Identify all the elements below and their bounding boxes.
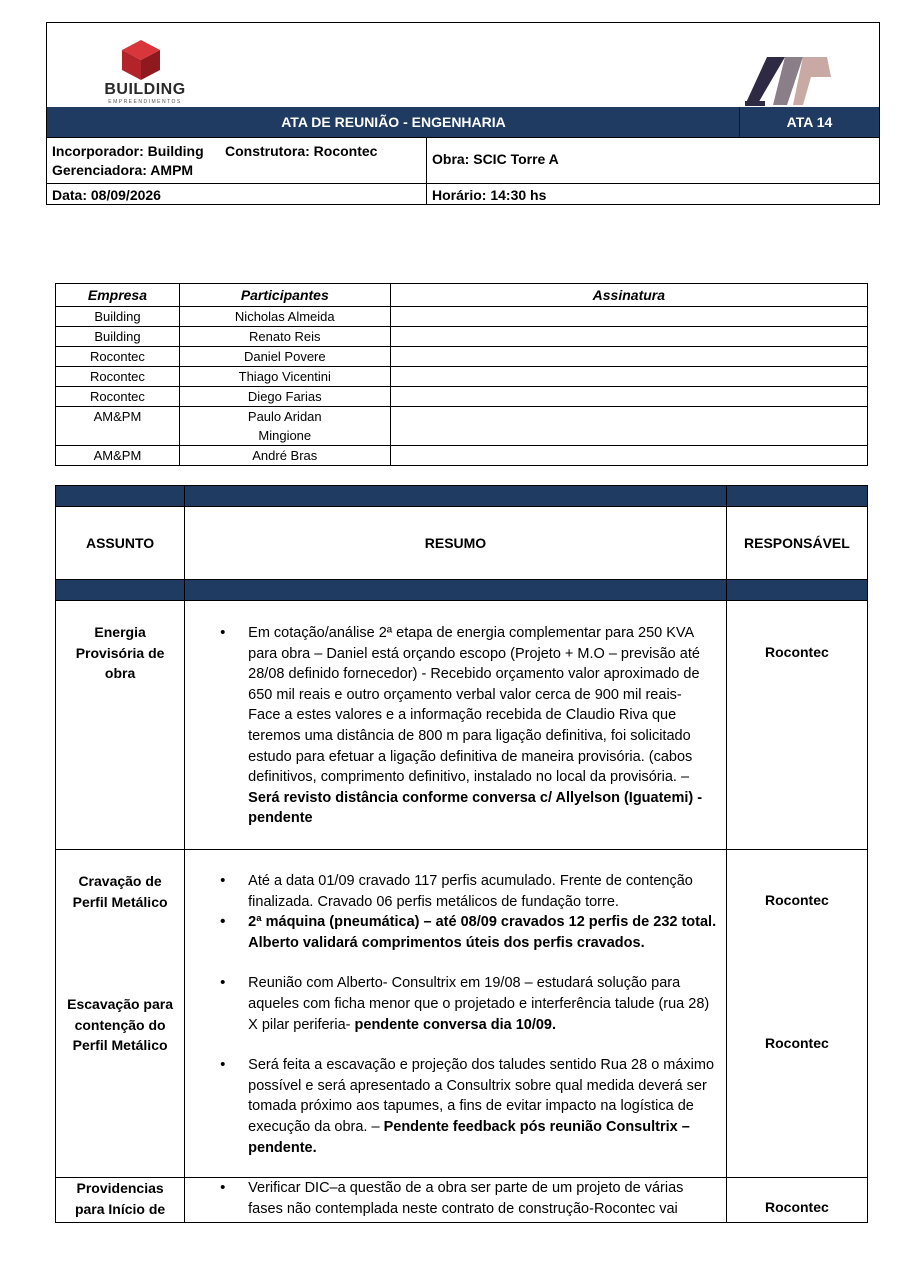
header-divider <box>426 137 427 205</box>
signature-cell <box>390 387 867 407</box>
col-header-responsavel: RESPONSÁVEL <box>726 507 867 580</box>
empresa-cell: Rocontec <box>56 367 180 387</box>
cube-logo-icon <box>122 40 160 80</box>
list-item: • Será feita a escavação e projeção dos taludes sentido Rua 28 o máximo possível e será apresentado a Consultrix sobre qual medida deverá ser tomada próximo aos tapumes, a fins de evitar impacto na logística de execução da obra. – Pendente feedback pós reunião Consultrix – pendente. <box>248 1055 726 1158</box>
responsible-cell <box>726 601 867 850</box>
responsible-cell <box>726 1178 867 1223</box>
table-row <box>56 446 868 466</box>
subject-cell <box>56 1178 185 1223</box>
participant-cell: André Bras <box>179 446 390 466</box>
empresa-cell: AM&PM <box>56 407 180 446</box>
col-header-empresa: Empresa <box>56 284 180 307</box>
signature-cell <box>390 307 867 327</box>
table-row <box>56 387 868 407</box>
document-title: ATA DE REUNIÃO - ENGENHARIA <box>281 114 506 130</box>
list-item: • Até a data 01/09 cravado 117 perfis acumulado. Frente de contenção finalizada. Cravado 06 perfis metálicos de fundação torre. <box>248 871 726 912</box>
table-row <box>56 327 868 347</box>
gerenciadora-field: Gerenciadora: AMPM <box>52 162 194 178</box>
header-band <box>56 486 868 507</box>
incorporador-field: Incorporador: Building <box>52 143 204 159</box>
subject-cravacao: Cravação de Perfil Metálico <box>72 873 168 910</box>
table-row <box>56 601 868 850</box>
col-header-assunto: ASSUNTO <box>56 507 185 580</box>
date-field: Data: 08/09/2026 <box>52 187 161 203</box>
summary-list <box>185 850 726 1158</box>
summary-list <box>185 1178 726 1219</box>
participant-cell <box>179 407 390 446</box>
time-field: Horário: 14:30 hs <box>432 187 547 203</box>
responsible-providencias: Rocontec <box>765 1199 829 1215</box>
list-item: • 2ª máquina (pneumática) – até 08/09 cravados 12 perfis de 232 total. Alberto validará comprimentos úteis dos perfis cravados. <box>248 912 726 953</box>
header-rule <box>47 183 880 184</box>
participant-name-line: Mingione <box>258 428 312 443</box>
subject-providencias: Providencias para Início de <box>74 1180 166 1217</box>
summary-cell <box>185 850 727 1178</box>
empresa-cell: Building <box>56 327 180 347</box>
partner-logo-icon <box>745 55 835 107</box>
signature-cell <box>390 407 867 446</box>
participant-cell: Renato Reis <box>179 327 390 347</box>
signature-cell <box>390 327 867 347</box>
table-row <box>56 850 868 1178</box>
empresa-cell: Building <box>56 307 180 327</box>
responsible-cravacao: Rocontec <box>765 892 829 908</box>
empresa-cell: AM&PM <box>56 446 180 466</box>
table-row <box>56 367 868 387</box>
responsible-cell <box>726 850 867 1178</box>
signature-cell <box>390 446 867 466</box>
summary-list <box>185 601 726 829</box>
participant-cell: Daniel Povere <box>179 347 390 367</box>
col-header-assinatura: Assinatura <box>390 284 867 307</box>
col-header-participantes: Participantes <box>179 284 390 307</box>
subject-cell <box>56 601 185 850</box>
participant-cell: Nicholas Almeida <box>179 307 390 327</box>
subject-escavacao: Escavação para contenção do Perfil Metálico <box>67 996 173 1053</box>
empresa-cell: Rocontec <box>56 347 180 367</box>
logo-subtitle: EMPREENDIMENTOS <box>108 99 182 105</box>
obra-field: Obra: SCIC Torre A <box>432 151 559 167</box>
construtora-field: Construtora: Rocontec <box>225 143 378 159</box>
ata-number: ATA 14 <box>786 114 833 130</box>
logo-wordmark: BUILDING <box>104 81 186 98</box>
responsible-energia: Rocontec <box>765 644 829 660</box>
list-item: • Verificar DIC–a questão de a obra ser parte de um projeto de várias fases não contemplada neste contrato de construção-Rocontec vai <box>248 1178 726 1219</box>
signature-cell <box>390 347 867 367</box>
participant-name-line: Paulo Aridan <box>247 409 322 424</box>
empresa-cell: Rocontec <box>56 387 180 407</box>
col-header-resumo: RESUMO <box>185 507 727 580</box>
subject-cell <box>56 850 185 1178</box>
summary-cell <box>185 1178 727 1223</box>
list-item: • Reunião com Alberto- Consultrix em 19/08 – estudará solução para aqueles com ficha menor que o projetado e interferência talude (rua 28) X pilar periferia- pendente conversa dia 10/09. <box>248 973 726 1035</box>
list-item: • Em cotação/análise 2ª etapa de energia complementar para 250 KVA para obra – Daniel está orçando escopo (Projeto + M.O – previsão até 28/08 definido fornecedor) - Recebido orçamento valor aproximado de 650 mil reais e outro orçamento verbal valor cerca de 900 mil reais- Face a estes valores e a informação recebida de Claudio Riva que teremos uma distância de 800 m para ligação definitiva, foi solicitado estudo para efetuar a ligação definitiva de maneira provisória. (cabos definitivos, comprimento definitivo, instalado no local da provisória. – Será revisto distância conforme conversa c/ Allyelson (Iguatemi) - pendente <box>248 623 726 829</box>
header-rule <box>47 137 880 138</box>
table-row <box>56 307 868 327</box>
subject-energia: Energia Provisória de obra <box>75 624 165 681</box>
participant-cell: Thiago Vicentini <box>179 367 390 387</box>
table-row <box>56 407 868 446</box>
signature-cell <box>390 367 867 387</box>
table-row <box>56 1178 868 1223</box>
participants-table <box>55 283 868 466</box>
minutes-table <box>55 485 868 1223</box>
minutes-header-row <box>56 507 868 580</box>
participants-header-row <box>56 284 868 307</box>
table-row <box>56 347 868 367</box>
summary-cell <box>185 601 727 850</box>
responsible-escavacao: Rocontec <box>765 1035 829 1051</box>
building-logo <box>95 40 195 106</box>
header-band <box>56 580 868 601</box>
participant-cell: Diego Farias <box>179 387 390 407</box>
